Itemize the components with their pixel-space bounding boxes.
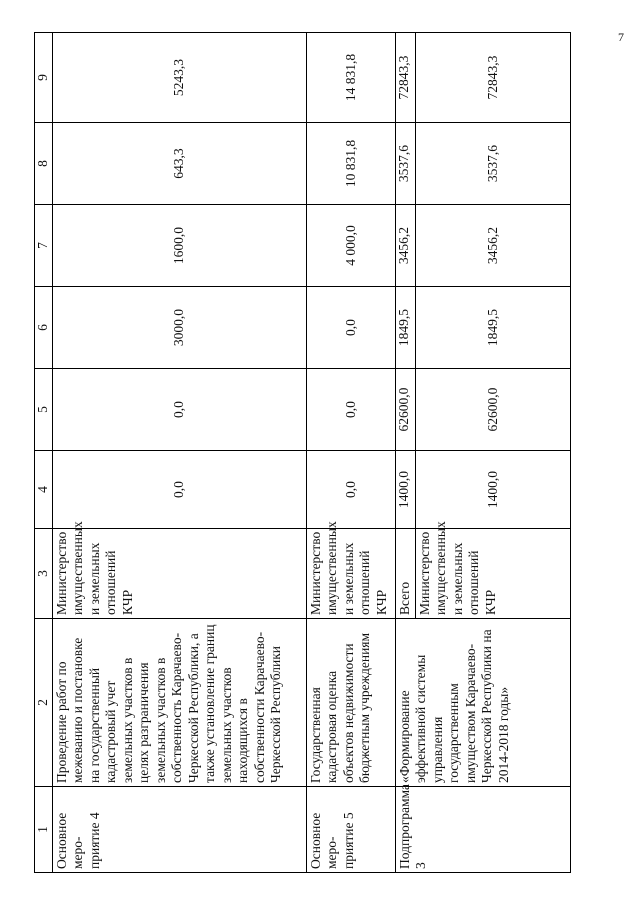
rotated-table-container (34, 33, 600, 873)
activity-description: Государственная кадастровая оценка объектов недвижимости бюджетным учреждениям (307, 619, 396, 787)
responsible-executor: Министерство имущественных и земельных отношений КЧР (307, 529, 396, 619)
value-cell: 62600,0 (416, 369, 571, 451)
page-number: 7 (618, 30, 624, 44)
subprogram-description: «Формирование эффективной системы управления государственным имуществом Карачаево-Черкесской Республики на 2014-2018 годы» (396, 619, 571, 787)
value-cell: 62600,0 (396, 369, 416, 451)
activity-name: Основное меро-приятие 4 (53, 787, 307, 873)
budget-table (34, 32, 571, 873)
value-cell: 0,0 (53, 369, 307, 451)
value-cell: 5243,3 (53, 33, 307, 123)
value-cell: 0,0 (307, 287, 396, 369)
value-cell: 643,3 (53, 123, 307, 205)
value-cell: 1600,0 (53, 205, 307, 287)
value-cell: 3537,6 (416, 123, 571, 205)
value-cell: 1400,0 (416, 451, 571, 529)
activity-description: Проведение работ по межеванию и постановке на государственный кадастровый учет земельных участков в целях разграничения земельных участков в собственность Карачаево-Черкесской Республики, а также установление границ земельных участков находящихся в собственности Карачаево-Черкесской Республики (53, 619, 307, 787)
value-cell: 1849,5 (416, 287, 571, 369)
value-cell: 0,0 (307, 369, 396, 451)
value-cell: 1400,0 (396, 451, 416, 529)
value-cell: 14 831,8 (307, 33, 396, 123)
value-cell: 72843,3 (396, 33, 416, 123)
responsible-executor: Министерство имущественных и земельных отношений КЧР (416, 529, 571, 619)
value-cell: 3456,2 (396, 205, 416, 287)
activity-name: Основное меро-приятие 5 (307, 787, 396, 873)
header-cell: 3 (35, 529, 53, 619)
header-cell: 1 (35, 787, 53, 873)
value-cell: 72843,3 (416, 33, 571, 123)
total-label: Всего (396, 529, 416, 619)
value-cell: 10 831,8 (307, 123, 396, 205)
header-cell: 5 (35, 369, 53, 451)
header-cell: 8 (35, 123, 53, 205)
value-cell: 3537,6 (396, 123, 416, 205)
header-cell: 6 (35, 287, 53, 369)
value-cell: 4 000,0 (307, 205, 396, 287)
subprogram-name: Подпрограмма 3 (396, 787, 571, 873)
value-cell: 1849,5 (396, 287, 416, 369)
responsible-executor: Министерство имущественных и земельных отношений КЧР (53, 529, 307, 619)
value-cell: 0,0 (53, 451, 307, 529)
value-cell: 3456,2 (416, 205, 571, 287)
header-cell: 2 (35, 619, 53, 787)
header-row (35, 33, 53, 873)
table-row (53, 33, 307, 873)
header-cell: 7 (35, 205, 53, 287)
header-cell: 9 (35, 33, 53, 123)
table-row (396, 33, 416, 873)
table-row (307, 33, 396, 873)
value-cell: 0,0 (307, 451, 396, 529)
value-cell: 3000,0 (53, 287, 307, 369)
header-cell: 4 (35, 451, 53, 529)
